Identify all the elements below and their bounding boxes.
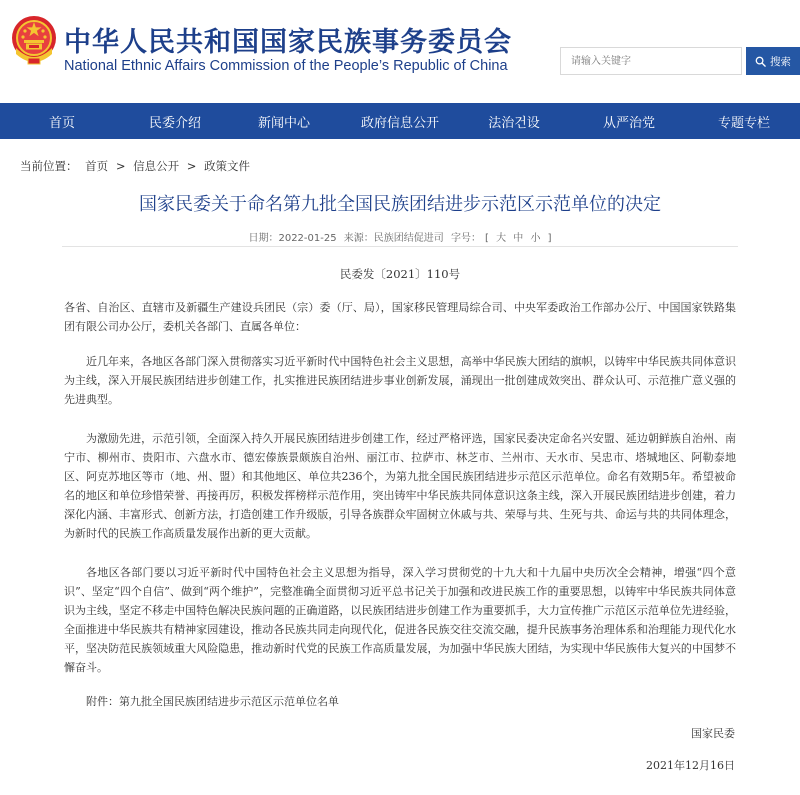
nav-item-gov-info[interactable]: 政府信息公开	[360, 115, 439, 131]
document-signature: 国家民委	[691, 727, 735, 740]
font-bracket-open: [	[484, 233, 489, 244]
national-emblem-icon[interactable]	[10, 14, 58, 66]
article-paragraph: 近几年来，各地区各部门深入贯彻落实习近平新时代中国特色社会主义思想，高举中华民族大团结的旗帜，以铸牢中华民族共同体意识为主线，深入开展民族团结进步创建工作，扎实推进民族团结进步事业创新发展，涌现出一批创建成效突出、群众认可、示范推广意义强的先进典型。	[64, 355, 736, 406]
meta-divider	[62, 246, 738, 247]
nav-item-news[interactable]: 新闻中心	[257, 115, 310, 131]
font-size-medium-button[interactable]: 中	[513, 233, 524, 244]
breadcrumb	[20, 158, 254, 174]
font-bracket-close: ]	[547, 233, 552, 244]
search-button[interactable]	[746, 47, 800, 75]
attachment-link[interactable]: 附件：第九批全国民族团结进步示范区示范单位名单	[86, 695, 339, 708]
meta-font-label: 字号：	[450, 233, 481, 244]
font-size-small-button[interactable]: 小	[530, 233, 541, 244]
meta-date: 日期：2022-01-25	[248, 233, 337, 244]
article-title: 国家民委关于命名第九批全国民族团结进步示范区示范单位的决定	[139, 194, 661, 215]
breadcrumb-info-public[interactable]: 信息公开	[133, 159, 180, 173]
font-size-large-button[interactable]: 大	[496, 233, 507, 244]
breadcrumb-policy-docs[interactable]: 政策文件	[204, 159, 251, 173]
document-number: 民委发〔2021〕110号	[339, 267, 461, 281]
article-meta	[0, 229, 800, 244]
nav-item-home[interactable]: 首页	[48, 115, 75, 131]
article-addressee: 各省、自治区、直辖市及新疆生产建设兵团民（宗）委（厅、局），国家移民管理局综合司、中央军委政治工作部办公厅、中国国家铁路集团有限公司办公厅，委机关各部门、直属各单位：	[64, 301, 736, 333]
site-title-cn: 中华人民共和国国家民族事务委员会	[64, 27, 512, 58]
nav-item-special-topics[interactable]: 专题专栏	[717, 115, 770, 131]
breadcrumb-separator: >	[186, 159, 197, 173]
article-body	[64, 298, 736, 697]
search-icon	[755, 56, 766, 67]
search-button-label: 搜索	[770, 55, 791, 68]
nav-item-party-discipline[interactable]: 从严治党	[602, 115, 655, 131]
breadcrumb-prefix: 当前位置：	[20, 159, 78, 173]
main-nav	[0, 103, 800, 139]
breadcrumb-separator: >	[115, 159, 126, 173]
search-box	[560, 47, 742, 75]
site-header	[0, 0, 800, 103]
nav-item-about[interactable]: 民委介绍	[148, 115, 201, 131]
site-title-en: National Ethnic Affairs Commission of the People’s Republic of China	[64, 58, 508, 74]
meta-source: 来源：民族团结促进司	[343, 233, 444, 244]
nav-item-rule-of-law[interactable]: 法治건设	[488, 115, 540, 131]
search-input[interactable]	[561, 48, 741, 74]
article-paragraph: 为激励先进，示范引领，全面深入持久开展民族团结进步创建工作，经过严格评选，国家民委决定命名兴安盟、延边朝鲜族自治州、南宁市、柳州市、贵阳市、六盘水市、德宏傣族景颇族自治州、丽江市、拉萨市、林芝市、兰州市、天水市、吴忠市、塔城地区、阿勒泰地区、阿克苏地区等市（地、州、盟）和其他地区、单位共236个，为第九批全国民族团结进步示范区示范单位。命名有效期5年。希望被命名的地区和单位珍惜荣誉、再接再厉，积极发挥榜样示范作用，突出铸牢中华民族共同体意识这条主线，深入开展民族团结进步创建，着力深化内涵、丰富形式、创新方法，打造创建工作升级版，引导各族群众牢固树立休戚与共、荣辱与共、生死与共、命运与共的共同体理念，为新时代的民族工作高质量发展作出新的更大贡献。	[64, 432, 736, 540]
article-paragraph: 各地区各部门要以习近平新时代中国特色社会主义思想为指导，深入学习贯彻党的十九大和十九届中央历次全会精神，增强“四个意识”、坚定“四个自信”、做到“两个维护”，完整准确全面贯彻习近平总书记关于加强和改进民族工作的重要思想，以铸牢中华民族共同体意识为主线，坚定不移走中国特色解决民族问题的正确道路，以民族团结进步创建工作为重要抓手，大力宣传推广示范区示范单位先进经验，全面推进中华民族共有精神家园建设，推动各民族共同走向现代化，促进各民族交往交流交融，提升民族事务治理体系和治理能力现代化水平，坚决防范民族领域重大风险隐患，推动新时代党的民族工作高质量发展，为加强中华民族大团结，为实现中华民族伟大复兴的中国梦不懈奋斗。	[64, 566, 736, 674]
breadcrumb-home[interactable]: 首页	[85, 159, 109, 173]
document-date: 2021年12月16日	[646, 759, 735, 772]
